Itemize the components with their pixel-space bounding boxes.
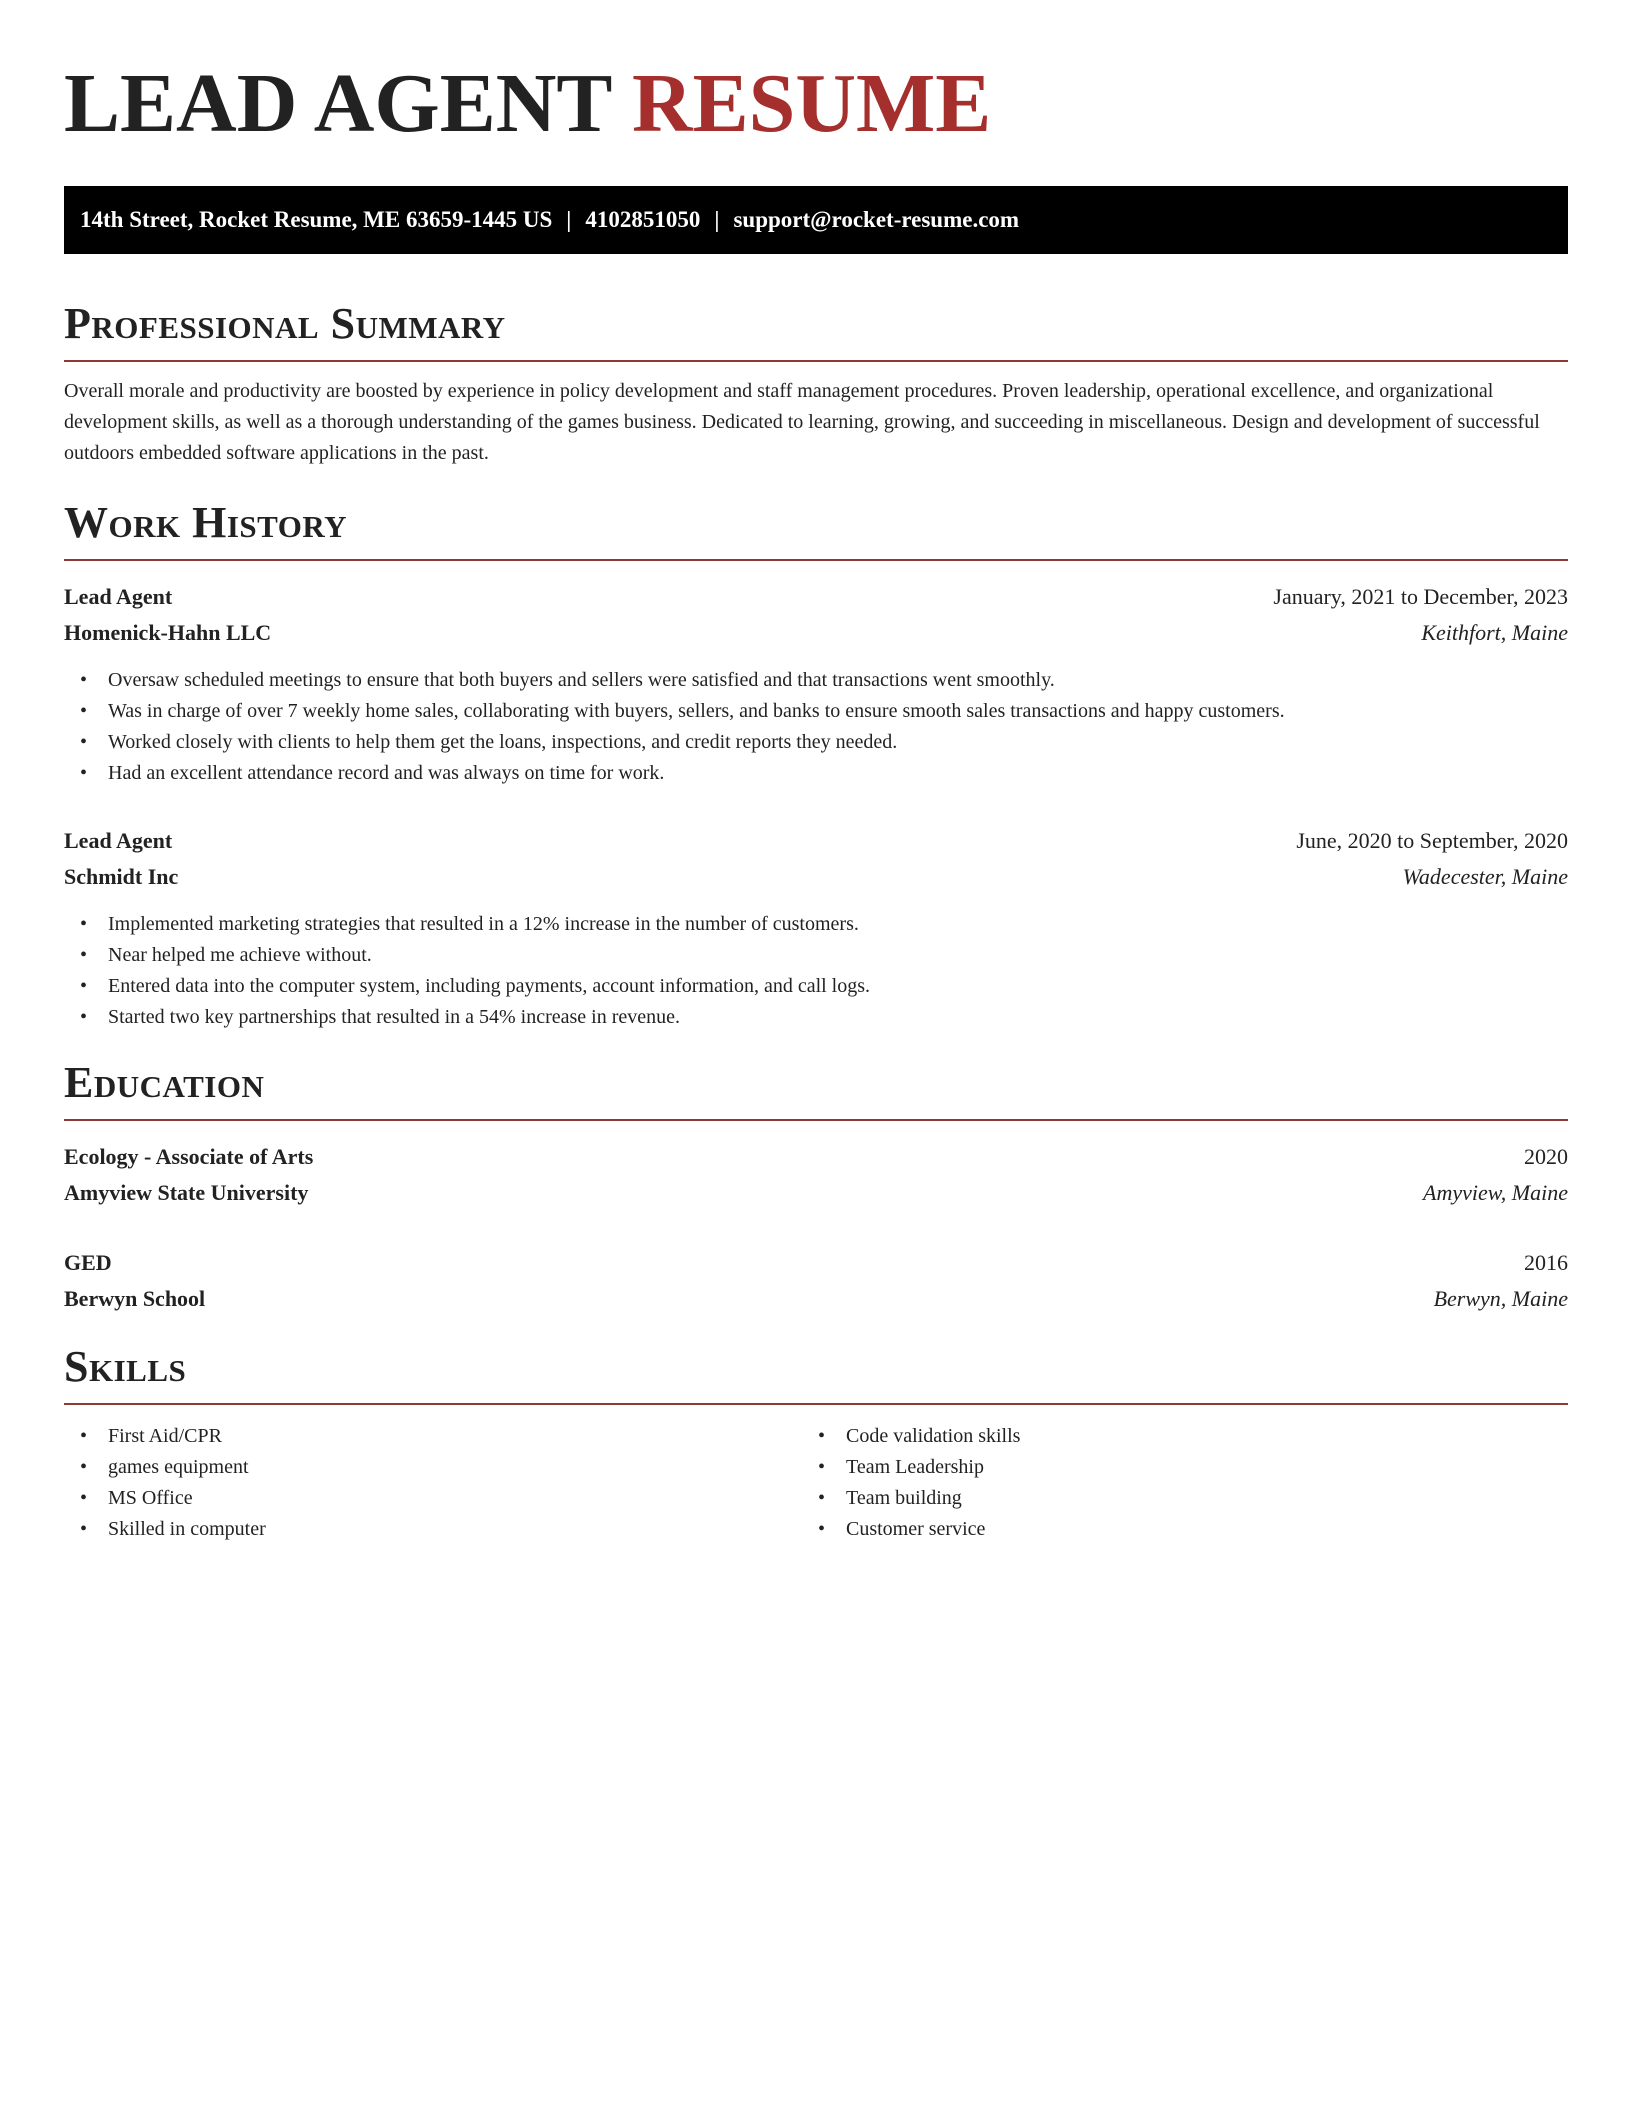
- job-company-row: [64, 615, 1568, 651]
- section-divider: [64, 559, 1568, 561]
- skill-item: • Team Leadership: [816, 1452, 1568, 1483]
- contact-phone: 4102851050: [585, 207, 701, 232]
- job-header-row: [64, 823, 1568, 859]
- skill-item: • Customer service: [816, 1514, 1568, 1545]
- section-divider: [64, 1403, 1568, 1405]
- job-title: Lead Agent: [64, 828, 173, 853]
- education-degree: Ecology - Associate of Arts: [64, 1144, 314, 1169]
- contact-address: 14th Street, Rocket Resume, ME 63659-1445 US: [80, 207, 553, 232]
- job-company: Schmidt Inc: [64, 864, 179, 889]
- education-entry: [64, 1139, 1568, 1211]
- education-heading: Education: [64, 1058, 265, 1107]
- education-header-row: [64, 1139, 1568, 1175]
- title-role: LEAD AGENT: [64, 57, 611, 150]
- skill-item: • MS Office: [64, 1483, 816, 1514]
- job-bullet: • Oversaw scheduled meetings to ensure that both buyers and sellers were satisfied and that transactions went smoothly.: [64, 665, 1568, 696]
- contact-email: support@rocket-resume.com: [733, 207, 1020, 232]
- education-school: Berwyn School: [64, 1286, 206, 1311]
- title-resume-word: RESUME: [631, 57, 992, 150]
- education-school: Amyview State University: [64, 1180, 309, 1205]
- skill-item: • Code validation skills: [816, 1421, 1568, 1452]
- job-bullet: • Was in charge of over 7 weekly home sales, collaborating with buyers, sellers, and banks to ensure smooth sales transactions and happy customers.: [64, 696, 1568, 727]
- summary-text: Overall morale and productivity are boosted by experience in policy development and staff management procedures. Proven leadership, operational excellence, and organizational development skills, as well as a thorough understanding of the games business. Dedicated to learning, growing, and succeeding in miscellaneous. Design and development of successful outdoors embedded software applications in the past.: [64, 380, 1540, 464]
- contact-bar: [64, 186, 1568, 254]
- job-bullet: • Had an excellent attendance record and was always on time for work.: [64, 758, 1568, 789]
- contact-separator: |: [714, 207, 720, 232]
- skill-item: • games equipment: [64, 1452, 816, 1483]
- skill-item: • First Aid/CPR: [64, 1421, 816, 1452]
- skills-heading: Skills: [64, 1342, 187, 1391]
- skills-list: [816, 1421, 1568, 1545]
- job-title: Lead Agent: [64, 584, 173, 609]
- job-bullet: • Started two key partnerships that resulted in a 54% increase in revenue.: [64, 1002, 1568, 1033]
- job-company: Homenick-Hahn LLC: [64, 620, 272, 645]
- education-location: Berwyn, Maine: [1433, 1286, 1568, 1311]
- education-section: [64, 1057, 1568, 1317]
- work-history-heading: Work History: [64, 498, 348, 547]
- skill-item: • Skilled in computer: [64, 1514, 816, 1545]
- job-bullet: • Entered data into the computer system, including payments, account information, and call logs.: [64, 971, 1568, 1002]
- skills-column-left: [64, 1421, 816, 1545]
- work-history-section: [64, 497, 1568, 1033]
- education-year: 2016: [1524, 1250, 1568, 1275]
- education-year: 2020: [1524, 1144, 1568, 1169]
- contact-separator: |: [566, 207, 572, 232]
- skills-section: [64, 1341, 1568, 1545]
- job-entry: [64, 579, 1568, 789]
- job-bullets: [64, 909, 1568, 1033]
- skills-column-right: [816, 1421, 1568, 1545]
- skills-grid: [64, 1421, 1568, 1545]
- job-bullet: • Near helped me achieve without.: [64, 940, 1568, 971]
- job-dates: June, 2020 to September, 2020: [1296, 828, 1568, 853]
- job-header-row: [64, 579, 1568, 615]
- education-header-row: [64, 1245, 1568, 1281]
- education-degree: GED: [64, 1250, 112, 1275]
- job-company-row: [64, 859, 1568, 895]
- education-school-row: [64, 1175, 1568, 1211]
- job-entry: [64, 823, 1568, 1033]
- summary-heading: Professional Summary: [64, 299, 506, 348]
- job-location: Wadecester, Maine: [1402, 864, 1568, 889]
- section-divider: [64, 1119, 1568, 1121]
- resume-title: [64, 56, 1568, 152]
- job-dates: January, 2021 to December, 2023: [1273, 584, 1568, 609]
- education-entry: [64, 1245, 1568, 1317]
- skills-list: [64, 1421, 816, 1545]
- education-school-row: [64, 1281, 1568, 1317]
- job-bullet: • Implemented marketing strategies that resulted in a 12% increase in the number of customers.: [64, 909, 1568, 940]
- skill-item: • Team building: [816, 1483, 1568, 1514]
- section-divider: [64, 360, 1568, 362]
- education-location: Amyview, Maine: [1423, 1180, 1568, 1205]
- job-bullet: • Worked closely with clients to help them get the loans, inspections, and credit reports they needed.: [64, 727, 1568, 758]
- job-location: Keithfort, Maine: [1421, 620, 1568, 645]
- summary-section: [64, 298, 1568, 469]
- job-bullets: [64, 665, 1568, 789]
